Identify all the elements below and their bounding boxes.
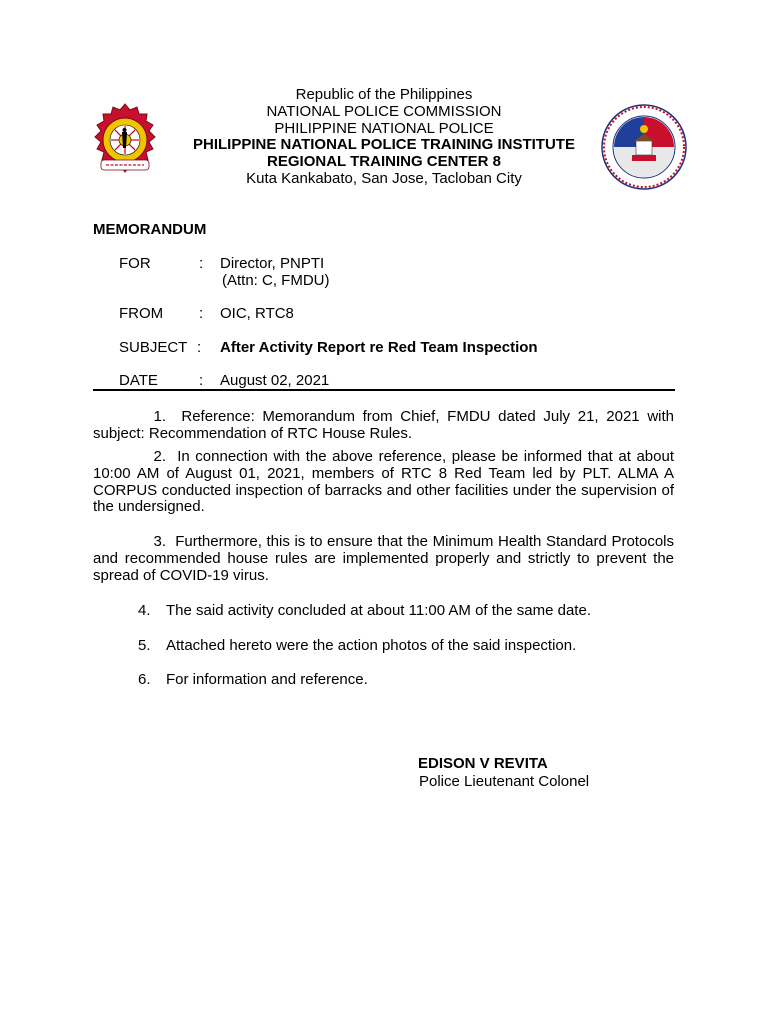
paragraph-6-number: 6.	[138, 671, 151, 688]
from-value: OIC, RTC8	[220, 305, 294, 322]
from-label: FROM	[119, 305, 164, 322]
paragraph-1	[93, 409, 674, 443]
paragraph-6-text: For information and reference.	[166, 671, 368, 688]
paragraph-2-number: 2.	[153, 448, 166, 465]
date-value: August 02, 2021	[220, 372, 330, 389]
for-attention: (Attn: C, FMDU)	[222, 272, 330, 289]
memorandum-title: MEMORANDUM	[93, 221, 207, 238]
pnp-seal-logo	[92, 102, 158, 190]
paragraph-3-number: 3.	[153, 533, 166, 550]
header-napolcom: NATIONAL POLICE COMMISSION	[266, 102, 502, 120]
for-value: Director, PNPTI	[220, 255, 325, 272]
pnpti-seal-logo	[600, 103, 688, 191]
paragraph-4-text: The said activity concluded at about 11:00 AM of the same date.	[166, 602, 591, 619]
paragraph-6	[138, 671, 368, 688]
paragraph-4-number: 4.	[138, 602, 151, 619]
paragraph-3-text: Furthermore, this is to ensure that the Minimum Health Standard Protocols and recommended house rules are implemented properly and strictly to prevent the spread of COVID-19 virus.	[93, 533, 674, 584]
date-colon: :	[199, 372, 204, 389]
paragraph-2-text: In connection with the above reference, please be informed that at about 10:00 AM of August 01, 2021, members of RTC 8 Red Team led by PLT. ALMA A CORPUS conducted inspection of barracks and other facilities under the supervision of the undersigned.	[93, 448, 674, 516]
letterhead	[160, 87, 608, 188]
paragraph-1-text: Reference: Memorandum from Chief, FMDU dated July 21, 2021 with subject: Recommendation of RTC House Rules.	[93, 408, 674, 442]
paragraph-5-number: 5.	[138, 637, 151, 654]
subject-value: After Activity Report re Red Team Inspection	[220, 339, 538, 356]
header-republic: Republic of the Philippines	[295, 86, 473, 103]
for-label: FOR	[119, 255, 151, 272]
paragraph-3	[93, 534, 674, 584]
from-colon: :	[199, 305, 204, 322]
header-pnp: PHILIPPINE NATIONAL POLICE	[274, 119, 494, 137]
paragraph-1-number: 1.	[153, 408, 166, 425]
for-colon: :	[199, 255, 204, 272]
signatory-name: EDISON V REVITA	[418, 755, 548, 772]
header-divider	[93, 389, 675, 391]
signatory-rank: Police Lieutenant Colonel	[419, 773, 590, 790]
subject-colon: :	[197, 339, 202, 356]
header-address: Kuta Kankabato, San Jose, Tacloban City	[246, 169, 522, 187]
paragraph-5-text: Attached hereto were the action photos of the said inspection.	[166, 637, 577, 654]
paragraph-5	[138, 637, 576, 654]
subject-label: SUBJECT	[119, 339, 188, 356]
date-label: DATE	[119, 372, 158, 389]
header-pnpti: PHILIPPINE NATIONAL POLICE TRAINING INSTITUTE	[193, 136, 575, 154]
header-rtc8: REGIONAL TRAINING CENTER 8	[267, 153, 501, 171]
paragraph-4	[138, 602, 591, 619]
paragraph-2	[93, 449, 674, 516]
